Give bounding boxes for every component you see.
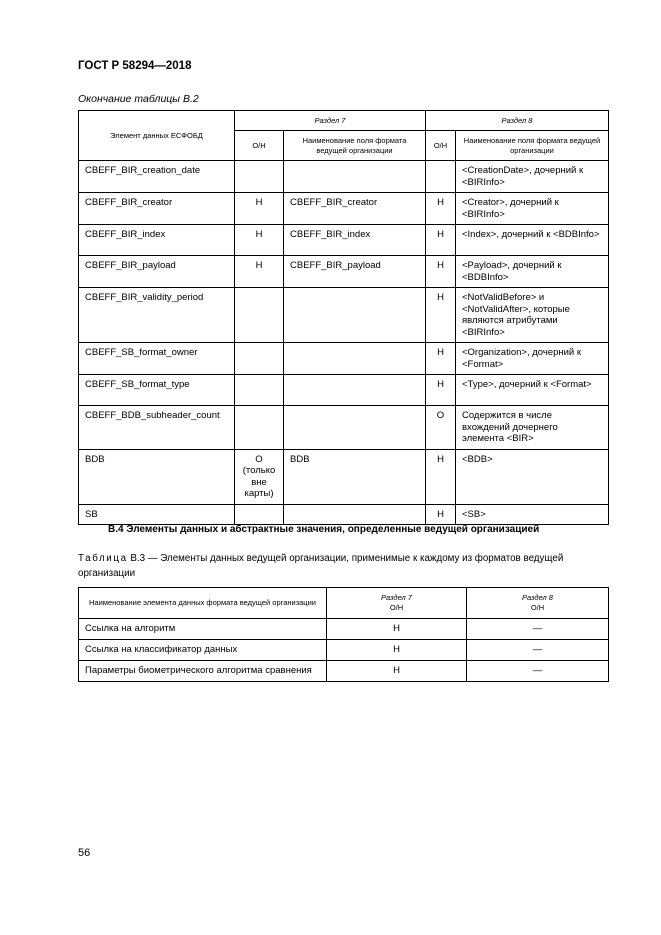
table-row	[79, 619, 609, 640]
table-row	[79, 375, 609, 406]
cell-oh8	[426, 161, 456, 193]
header-section-8	[467, 588, 609, 619]
cell-s8: —	[467, 640, 609, 661]
cell-oh8: Н	[426, 449, 456, 504]
cell-oh7: Н	[235, 225, 284, 256]
cell-oh7	[235, 161, 284, 193]
cell-element: Ссылка на алгоритм	[79, 619, 327, 640]
cell-name7: CBEFF_BIR_creator	[284, 193, 426, 225]
cell-name8: <Type>, дочерний к <Format>	[456, 375, 609, 406]
header-section-8-title: Раздел 8	[522, 593, 553, 602]
cell-name8: <CreationDate>, дочерний к <BIRInfo>	[456, 161, 609, 193]
header-element: Элемент данных ЕСФОБД	[79, 111, 235, 161]
header-section-7	[327, 588, 467, 619]
table-row	[79, 256, 609, 288]
cell-element: CBEFF_SB_format_type	[79, 375, 235, 406]
table-b2-caption: Окончание таблицы В.2	[78, 93, 199, 105]
cell-oh8: Н	[426, 343, 456, 375]
cell-name7	[284, 504, 426, 525]
header-field-name-8: Наименование поля формата ведущей организации	[456, 131, 609, 161]
cell-name8: <NotValidBefore> и <NotValidAfter>, которые являются атрибутами <BIRInfo>	[456, 288, 609, 343]
cell-element: Параметры биометрического алгоритма сравнения	[79, 661, 327, 682]
table-row	[79, 449, 609, 504]
table-b3	[78, 587, 609, 682]
cell-oh7: Н	[235, 193, 284, 225]
table-row	[79, 343, 609, 375]
header-oh-7: О/Н	[235, 131, 284, 161]
cell-name7	[284, 161, 426, 193]
cell-name7	[284, 375, 426, 406]
cell-name8: <Payload>, дочерний к <BDBInfo>	[456, 256, 609, 288]
table-b3-caption-label: Таблица	[78, 553, 128, 564]
cell-oh8: Н	[426, 504, 456, 525]
cell-oh8: О	[426, 406, 456, 450]
cell-oh7	[235, 343, 284, 375]
table-row	[79, 661, 609, 682]
cell-oh7: О (только вне карты)	[235, 449, 284, 504]
table-row	[79, 193, 609, 225]
cell-oh7	[235, 406, 284, 450]
table-row	[79, 288, 609, 343]
header-oh-8: О/Н	[426, 131, 456, 161]
cell-name8: <Index>, дочерний к <BDBInfo>	[456, 225, 609, 256]
cell-element: CBEFF_SB_format_owner	[79, 343, 235, 375]
cell-name8: <BDB>	[456, 449, 609, 504]
cell-element: CBEFF_BIR_payload	[79, 256, 235, 288]
cell-name7: CBEFF_BIR_payload	[284, 256, 426, 288]
cell-oh7	[235, 288, 284, 343]
section-b4-heading: В.4 Элементы данных и абстрактные значения, определенные ведущей организацией	[108, 524, 540, 535]
cell-name8: <SB>	[456, 504, 609, 525]
cell-name7: BDB	[284, 449, 426, 504]
header-oh-7: О/Н	[389, 603, 404, 612]
table-row	[79, 225, 609, 256]
table-row	[79, 504, 609, 525]
cell-s8: —	[467, 661, 609, 682]
cell-name7: CBEFF_BIR_index	[284, 225, 426, 256]
cell-element: CBEFF_BIR_validity_period	[79, 288, 235, 343]
cell-s7: Н	[327, 619, 467, 640]
cell-oh7	[235, 504, 284, 525]
cell-oh8: Н	[426, 256, 456, 288]
cell-oh8: Н	[426, 375, 456, 406]
cell-element: Ссылка на классификатор данных	[79, 640, 327, 661]
cell-s7: Н	[327, 640, 467, 661]
cell-name7	[284, 406, 426, 450]
cell-oh8: Н	[426, 225, 456, 256]
cell-name7	[284, 343, 426, 375]
cell-oh7: Н	[235, 256, 284, 288]
table-b3-caption-text: В.3 — Элементы данных ведущей организации, применимые к каждому из форматов ведущей организации	[78, 553, 564, 579]
table-b3-caption	[78, 551, 608, 581]
cell-name8: <Organization>, дочерний к <Format>	[456, 343, 609, 375]
cell-s7: Н	[327, 661, 467, 682]
cell-name8: <Creator>, дочерний к <BIRInfo>	[456, 193, 609, 225]
cell-oh7	[235, 375, 284, 406]
cell-element: CBEFF_BIR_creator	[79, 193, 235, 225]
table-row	[79, 640, 609, 661]
cell-name7	[284, 288, 426, 343]
page-number: 56	[78, 847, 91, 859]
table-b2	[78, 110, 609, 525]
cell-oh8: Н	[426, 193, 456, 225]
document-code: ГОСТ Р 58294—2018	[78, 60, 192, 72]
cell-element: CBEFF_BDB_subheader_count	[79, 406, 235, 450]
cell-element: SB	[79, 504, 235, 525]
cell-element: CBEFF_BIR_creation_date	[79, 161, 235, 193]
cell-element: CBEFF_BIR_index	[79, 225, 235, 256]
table-row	[79, 406, 609, 450]
header-section-7: Раздел 7	[235, 111, 426, 131]
cell-oh8: Н	[426, 288, 456, 343]
cell-name8: Содержится в числе вхождений дочернего элемента <BIR>	[456, 406, 609, 450]
cell-element: BDB	[79, 449, 235, 504]
table-row	[79, 161, 609, 193]
header-section-7-title: Раздел 7	[381, 593, 412, 602]
cell-s8: —	[467, 619, 609, 640]
header-field-name-7: Наименование поля формата ведущей организации	[284, 131, 426, 161]
header-section-8: Раздел 8	[426, 111, 609, 131]
header-element: Наименование элемента данных формата ведущей организации	[79, 588, 327, 619]
header-oh-8: О/Н	[530, 603, 545, 612]
